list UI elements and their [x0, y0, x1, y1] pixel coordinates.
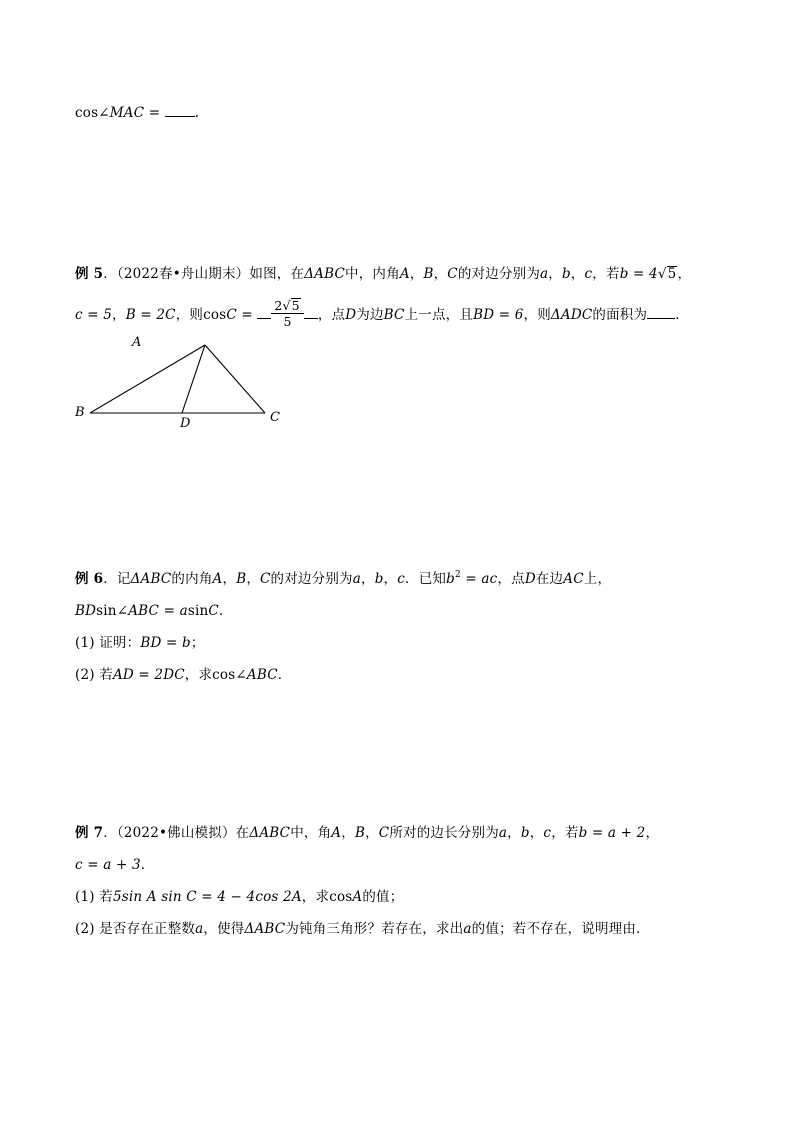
- top-line: [75, 104, 199, 122]
- equals: =: [144, 105, 165, 121]
- ex5-label: 例 5: [75, 266, 104, 282]
- ex5-text: 的面积为: [592, 307, 648, 323]
- sqrt-radicand: 5: [291, 298, 300, 313]
- cos-fn: cos: [329, 889, 353, 905]
- question-text: 的值；若不存在，说明理由．: [471, 921, 650, 937]
- sqrt-sign: √: [282, 298, 291, 313]
- angle-abc: ∠ABC: [235, 667, 278, 683]
- var-c-upper: C: [447, 266, 458, 282]
- sep: ，: [677, 266, 692, 282]
- ex6-text: 的内角: [171, 571, 213, 587]
- question-text: ，求: [301, 889, 330, 905]
- ex6-q1: [75, 634, 205, 652]
- fraction-denominator: 5: [283, 314, 292, 329]
- var-c: c: [397, 571, 406, 587]
- equals: =: [236, 307, 258, 323]
- question-text: 若: [99, 667, 113, 683]
- var-a-upper: A: [352, 889, 363, 905]
- sep: ，: [548, 266, 562, 282]
- label-c: C: [270, 410, 280, 425]
- triangle-figure: [70, 330, 300, 430]
- ex5-line2: [75, 300, 689, 331]
- var-a: a: [179, 603, 188, 619]
- label-a: A: [132, 335, 142, 350]
- ex5-intro: ．（2022春•舟山期末）如图，在: [103, 266, 305, 282]
- angle-abc: ∠ABC: [116, 603, 160, 619]
- num-coef: 2: [274, 298, 283, 313]
- ex7-line2: [75, 856, 155, 874]
- b-equation: b = a + 2: [578, 825, 646, 841]
- edge-ad: [182, 345, 205, 413]
- var-b-upper: B: [236, 571, 247, 587]
- ex7-text: 中，角: [290, 825, 332, 841]
- cos-fn: cos: [212, 667, 236, 683]
- var-a: a: [463, 921, 472, 937]
- ex6-text: ．已知: [405, 571, 447, 587]
- var-c: c: [584, 266, 593, 282]
- ex7-q1: [75, 888, 403, 906]
- ex7-text: ．（2022•佛山模拟）在: [103, 825, 250, 841]
- var-b: b: [446, 571, 455, 587]
- ex5-text: 中，内角: [345, 266, 400, 282]
- ex5-text: 的对边分别为: [457, 266, 541, 282]
- var-d: D: [524, 571, 536, 587]
- sep: ，: [409, 266, 424, 282]
- ex5-text: 为边: [356, 307, 384, 323]
- question-number: (2): [75, 667, 95, 683]
- var-c-upper: C: [260, 571, 271, 587]
- question-number: (2): [75, 921, 95, 937]
- question-text: ，使得: [203, 921, 245, 937]
- var-a-upper: A: [212, 571, 223, 587]
- ex5-text: ，点: [317, 307, 346, 323]
- sep: ，: [112, 307, 126, 323]
- edge-ac: [205, 345, 265, 413]
- sin-fn: sin: [96, 603, 117, 619]
- question-text: ，求: [184, 667, 213, 683]
- ex7-q2: [75, 920, 650, 938]
- exponent: 2: [454, 570, 461, 580]
- ex7-label: 例 7: [75, 825, 104, 841]
- period: .: [194, 105, 200, 121]
- question-text: 是否存在正整数: [99, 921, 196, 937]
- sin-fn: sin: [187, 603, 209, 619]
- question-number: (1): [75, 635, 95, 651]
- var-a: a: [540, 266, 549, 282]
- triangle-adc: ΔADC: [550, 307, 593, 323]
- segment-ac: AC: [563, 571, 584, 587]
- ex7-text: ，若: [551, 825, 579, 841]
- bd-equation: BD = 6: [473, 307, 524, 323]
- var-b: b: [561, 266, 571, 282]
- ex7-line1: 例 7．（2022•佛山模拟）在ΔABC中，角A，B，C所对的边长分别为a，b，c，若b = a + 2，: [75, 825, 660, 841]
- sqrt-radicand: 5: [667, 266, 677, 282]
- var-c-upper: C: [378, 825, 390, 841]
- ex5-text: 上一点，且: [404, 307, 474, 323]
- ex6-text: 上，: [583, 571, 612, 587]
- var-c-upper: C: [226, 307, 237, 323]
- period: ．: [277, 667, 292, 683]
- period: ．: [140, 857, 155, 873]
- c-equation: c = a + 3: [75, 857, 141, 873]
- var-a-upper: A: [399, 266, 410, 282]
- var-d: D: [345, 307, 357, 323]
- question-text: 若: [99, 889, 113, 905]
- sep: ，: [570, 266, 585, 282]
- ex6-text: 在边: [535, 571, 564, 587]
- ad-equation: AD = 2DC: [112, 667, 185, 683]
- period: ．: [675, 307, 689, 323]
- ex6-text: ．记: [103, 571, 131, 587]
- question-text: 为钝角三角形？若存在，求出: [285, 921, 464, 937]
- ex5-text: ，若: [592, 266, 620, 282]
- var-b: b: [520, 825, 530, 841]
- var-a: a: [195, 921, 204, 937]
- ex5-line1: [75, 265, 691, 283]
- answer-fraction: [271, 298, 303, 329]
- cos-fn: cos: [75, 105, 99, 121]
- c-equation: c = 5: [75, 307, 113, 323]
- ex6-label: 例 6: [75, 571, 104, 587]
- ex5-triangle: ΔABC: [304, 266, 345, 282]
- label-b: B: [75, 405, 85, 420]
- var-c-upper: C: [208, 603, 219, 619]
- b-angle-equation: B = 2C: [125, 307, 176, 323]
- ex7-triangle: ΔABC: [249, 825, 291, 841]
- answer-underline-left: [257, 306, 271, 319]
- answer-blank: [647, 306, 675, 319]
- var-b: b: [374, 571, 384, 587]
- var-a-upper: A: [331, 825, 342, 841]
- ex6-line2: [75, 602, 233, 620]
- trig-equation: 5sin A sin C = 4 − 4cos 2A: [112, 889, 302, 905]
- var-a: a: [498, 825, 508, 841]
- ac-equation: = ac: [460, 571, 498, 587]
- ex7-triangle: ΔABC: [244, 921, 286, 937]
- var-b-upper: B: [354, 825, 366, 841]
- segment-bd: BD: [75, 603, 97, 619]
- question-number: (1): [75, 889, 95, 905]
- b-equation: b = 4: [619, 266, 658, 282]
- segment-bc: BC: [383, 307, 405, 323]
- ex6-triangle: ΔABC: [130, 571, 172, 587]
- period: ．: [218, 603, 233, 619]
- question-text: 的值；: [362, 889, 404, 905]
- answer-underline-right: [304, 306, 318, 319]
- sep: ，: [433, 266, 448, 282]
- var-c: c: [543, 825, 552, 841]
- ex6-line1: 例 6．记ΔABC的内角A，B，C的对边分别为a，b，c．已知$b^2$ = ac，点D在边AC上，: [75, 570, 612, 587]
- var-a: a: [352, 571, 361, 587]
- label-d: D: [180, 416, 191, 430]
- ex6-q2: [75, 666, 291, 684]
- answer-blank: [165, 104, 195, 117]
- edge-ab: [90, 345, 205, 413]
- question-text: 证明：: [99, 635, 141, 651]
- ex6-text: 的对边分别为: [270, 571, 353, 587]
- bd-equals-b: BD = b: [140, 635, 191, 651]
- ex5-text: ，则: [175, 307, 204, 323]
- equals: =: [159, 603, 180, 619]
- var-b-upper: B: [423, 266, 434, 282]
- ex7-text: 所对的边长分别为: [389, 825, 499, 841]
- sqrt-sign: √: [657, 266, 667, 282]
- semicolon: ；: [190, 635, 205, 651]
- cos-fn: cos: [203, 307, 227, 323]
- ex5-text: ，则: [523, 307, 551, 323]
- angle-mac: MAC: [109, 105, 145, 121]
- ex6-text: ，点: [497, 571, 525, 587]
- fraction-numerator: [271, 298, 303, 314]
- angle-symbol: ∠: [98, 105, 110, 121]
